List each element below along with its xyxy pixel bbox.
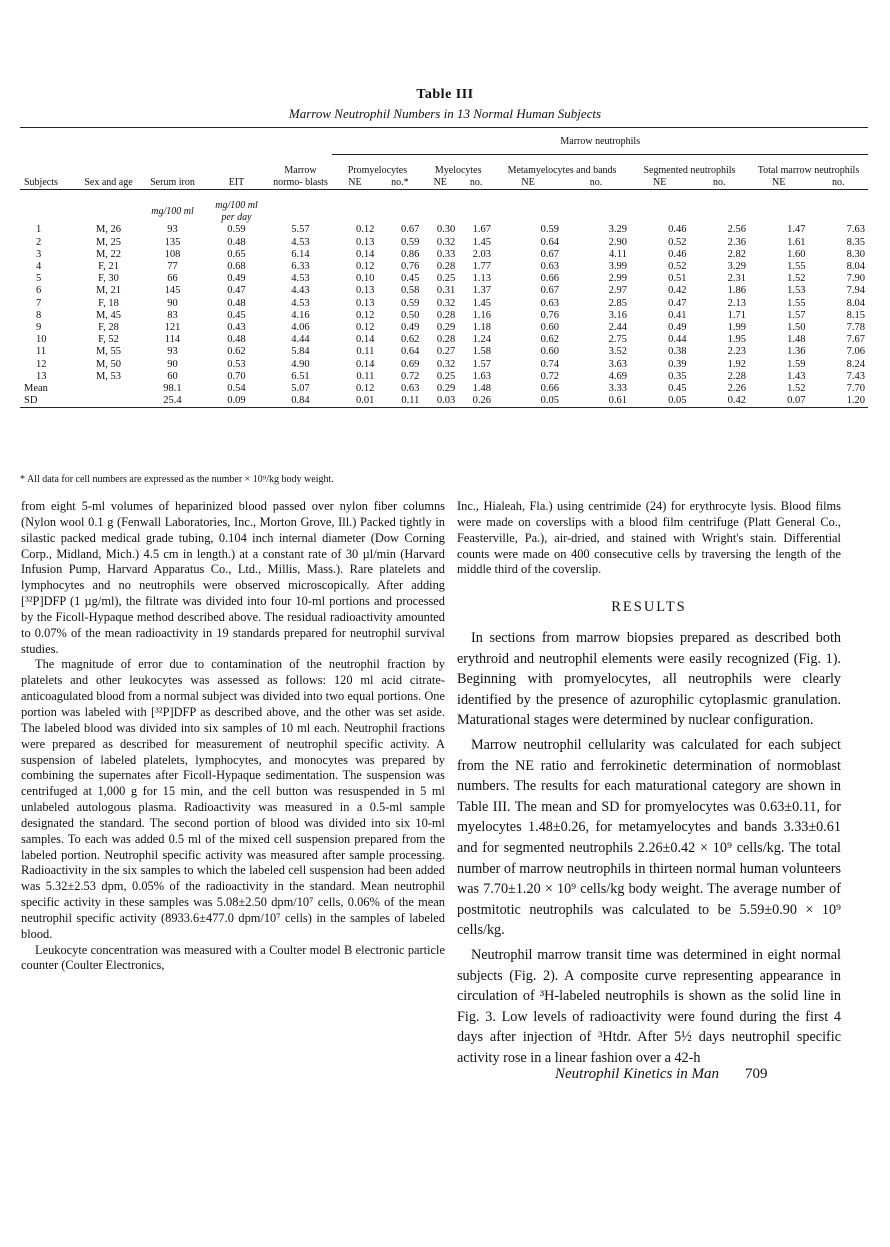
table-cell: 90 [167, 358, 178, 370]
table-cell: 1.24 [472, 334, 492, 346]
sub-no: no. [712, 177, 726, 188]
table-cell: 2.75 [608, 334, 627, 346]
table-cell: 1.95 [727, 334, 746, 346]
sub-no: no. [589, 177, 603, 188]
table-cell: 1.57 [472, 358, 492, 370]
table-cell: F, 18 [98, 297, 119, 309]
table-cell: 1.48 [472, 383, 492, 395]
paragraph: The magnitude of error due to contamination of the neutrophil fraction by platelets and other leukocytes was assessed as follows: 120 ml acid citrate-anticoagulated blood from a normal subject was divided into two equal portions. One portion was labeled with [³²P]DFP as described above, and the other was set aside. The labeled blood was divided into six samples of 10 ml each. Neutrophil fractions were prepared as described for measurement of neutrophil specific activity. A suspension of labeled platelets, lymphocytes, and monocytes was prepared by combining the supernates after Ficoll-Hypaque sedimentation. The suspension was centrifuged at 1,000 g for 15 min, and the cell button was resuspended in 5 ml unlabeled autologous plasma. Radioactivity was measured in a 0.5-ml sample designated the standard. The second portion of blood was divided into six 10-ml samples. To each was added 0.5 ml of the mixed cell suspension prepared from the labeled portion. Neutrophil specific activity was measured after sample processing. Radioactivity in the six samples to which the labeled cell suspension had been added was 5.32±2.53 dpm, 0.05% of the radioactivity in the standard. Mean neutrophil specific activity in these samples was 5.08±2.50 dpm/10⁷ cells, 0.06% of the mean neutrophil specific activity (8933.6±477.0 dpm/10⁷ cells) in the samples of labeled blood. [21, 657, 445, 941]
table-cell: 0.25 [436, 273, 456, 285]
table-row [20, 310, 868, 322]
table-cell: 1.92 [727, 358, 746, 370]
paragraph: In sections from marrow biopsies prepared as described both erythroid and neutrophil elements were easily recognized (Fig. 1). Beginning with promyelocytes, all neutrophils were clearly identified by the presence of azurophilic cytoplasmic granulation. Maturational stages were determined by nuclear configuration. [457, 630, 841, 729]
col-subjects: Subjects [24, 177, 58, 188]
table-cell: 2.13 [727, 297, 746, 309]
table-cell: 8.04 [846, 261, 865, 273]
table-cell: M, 21 [95, 285, 122, 297]
table-cell: 0.59 [400, 236, 420, 248]
table-cell: 0.32 [436, 358, 456, 370]
table-cell: 8.15 [846, 309, 865, 321]
table-cell: F, 30 [98, 273, 119, 285]
table-cell: 0.35 [668, 370, 687, 382]
table-cell: 10 [36, 334, 47, 346]
table-cell: 0.59 [540, 224, 560, 236]
table-cell: 0.84 [291, 395, 310, 407]
table-cell: 0.41 [668, 309, 687, 321]
table-row [20, 224, 868, 236]
paragraph: Marrow neutrophil cellularity was calculated for each subject from the NE ratio and ferrokinetic determination of normoblast numbers. The results for each maturational category are shown in Table III. The mean and SD for promyelocytes was 0.63±0.11, for myelocytes 1.48±0.26, for metamyelocytes and bands 3.33±0.61 and for segmented neutrophils 2.26±0.42 × 10⁹ cells/kg. The total number of marrow neutrophils in thirteen normal human volunteers was 7.70±1.20 × 10⁹ cells/kg body weight. The average number of postmitotic neutrophils was calculated to be 5.59±0.90 × 10⁹ cells/kg. [457, 737, 841, 939]
table-cell: 8.04 [846, 297, 865, 309]
sub-ne: NE [348, 177, 362, 188]
table-cell: 0.45 [668, 383, 687, 395]
table-cell: 4.06 [291, 322, 310, 334]
table-cell: 0.64 [400, 346, 420, 358]
table-cell: 0.39 [668, 358, 687, 370]
table-cell: 5 [36, 273, 42, 285]
table-cell: 1.45 [472, 236, 492, 248]
table-cell: 0.12 [356, 224, 375, 236]
table-row [20, 261, 868, 273]
table-cell: 0.32 [436, 236, 456, 248]
table-cell: 0.67 [540, 248, 560, 260]
table-cell: 0.28 [436, 334, 456, 346]
table-cell: 0.58 [400, 285, 420, 297]
table-cell: 0.45 [400, 273, 420, 285]
table-cell: 98.1 [163, 383, 182, 395]
table-cell: 0.25 [436, 370, 456, 382]
table-cell: 0.44 [668, 334, 687, 346]
table-cell: 0.11 [401, 395, 420, 407]
table-cell: 0.60 [540, 346, 560, 358]
table-cell: 83 [167, 309, 178, 321]
table-cell: 1.99 [727, 322, 746, 334]
table-cell: 1.43 [787, 370, 806, 382]
table-body [20, 190, 868, 408]
right-column [457, 499, 841, 1069]
table-cell: 0.12 [356, 322, 375, 334]
table-cell: 0.59 [400, 297, 420, 309]
table-cell: 8.30 [846, 248, 865, 260]
table-cell: 4.53 [291, 236, 310, 248]
col-metamyelocytes: Metamyelocytes and bands [507, 165, 617, 176]
table-cell: 3.63 [608, 358, 627, 370]
table-cell: 0.42 [668, 285, 687, 297]
table-cell: 1.57 [787, 309, 806, 321]
table-cell: 6.33 [291, 261, 310, 273]
sd-row [20, 395, 868, 408]
table-cell: 0.09 [227, 395, 246, 407]
table-cell: 0.10 [356, 273, 375, 285]
table-cell: 9 [36, 322, 42, 334]
table-cell: 1.55 [787, 261, 806, 273]
table-cell: 0.03 [436, 395, 456, 407]
table-cell: 0.74 [540, 358, 560, 370]
table-cell: 0.05 [540, 395, 560, 407]
table-row [20, 285, 868, 297]
table-cell: 5.07 [291, 383, 310, 395]
table-cell: 2.26 [727, 383, 746, 395]
table-cell: 0.53 [227, 358, 246, 370]
table-cell: 7 [36, 297, 42, 309]
table-cell: 0.12 [356, 383, 375, 395]
table-cell: 77 [167, 261, 178, 273]
table-cell: 0.28 [436, 309, 456, 321]
table-cell: 0.67 [540, 285, 560, 297]
table-cell: 145 [164, 285, 181, 297]
table-cell: 3.29 [727, 261, 746, 273]
table-cell: 1.20 [846, 395, 865, 407]
table-cell: 0.62 [227, 346, 246, 358]
table-cell: 0.26 [472, 395, 492, 407]
table-cell: 0.05 [668, 395, 687, 407]
table-cell: 1.16 [472, 309, 492, 321]
col-total: Total marrow neutrophils [757, 165, 860, 176]
table-cell: 7.70 [846, 383, 865, 395]
unit-eit: mg/100 ml per day [215, 200, 258, 224]
table-cell: 0.11 [356, 346, 375, 358]
table-cell: 5.84 [291, 346, 310, 358]
table-cell: 1.77 [472, 261, 492, 273]
marrow-neutrophil-table [20, 127, 868, 408]
table-row [20, 322, 868, 334]
table-cell: 0.14 [356, 334, 375, 346]
table-cell: 1.58 [472, 346, 492, 358]
table-cell: 5.57 [291, 224, 310, 236]
table-cell: 4.53 [291, 297, 310, 309]
sub-no: no. [469, 177, 483, 188]
table-cell: 2.31 [727, 273, 746, 285]
table-cell: 66 [167, 273, 178, 285]
table-cell: 0.01 [356, 395, 375, 407]
table-cell: M, 26 [95, 224, 122, 236]
table-cell: 0.48 [227, 236, 246, 248]
table-cell: 0.54 [227, 383, 246, 395]
table-cell: 2.97 [608, 285, 627, 297]
page-number: 709 [745, 1066, 768, 1082]
table-cell: 1.59 [787, 358, 806, 370]
table-cell: 0.46 [668, 248, 687, 260]
paragraph: Inc., Hialeah, Fla.) using centrimide (24) for erythrocyte lysis. Blood films were made on coverslips with a blood film centrifuge (Platt General Co., Feasterville, Pa.), air-dried, and stained with Wright's stain. Differential counts were made on 400 consecutive cells by traversing the length of the middle third of the coverslip. [457, 499, 841, 577]
table-cell: 0.59 [227, 224, 246, 236]
table-cell: 0.62 [400, 334, 420, 346]
table-cell: 2.23 [727, 346, 746, 358]
mean-row [20, 383, 868, 395]
table-row [20, 359, 868, 371]
table-cell: 2.82 [727, 248, 746, 260]
table-cell: 0.69 [400, 358, 420, 370]
table-cell: 8.35 [846, 236, 865, 248]
table-cell: 2.56 [727, 224, 746, 236]
table-cell: 7.90 [846, 273, 865, 285]
table-cell: M, 53 [95, 370, 122, 382]
table-cell: 0.62 [540, 334, 560, 346]
table-cell: 0.28 [436, 261, 456, 273]
table-row [20, 237, 868, 249]
table-cell: 135 [164, 236, 181, 248]
table-cell: Mean [24, 383, 48, 395]
table-cell: 0.07 [787, 395, 806, 407]
unit-serum-iron: mg/100 ml [151, 206, 194, 218]
table-row [20, 346, 868, 358]
table-cell: 2.99 [608, 273, 627, 285]
table-cell: 0.33 [436, 248, 456, 260]
table-cell: 0.48 [227, 334, 246, 346]
table-cell: 7.67 [846, 334, 865, 346]
col-eit: EIT [228, 177, 245, 188]
col-marrow-normoblasts: Marrow normo- blasts [273, 165, 328, 188]
table-cell: 6.51 [291, 370, 310, 382]
table-row [20, 334, 868, 346]
table-row [20, 273, 868, 285]
table-cell: 0.46 [668, 224, 687, 236]
table-cell: 0.63 [400, 383, 420, 395]
sub-no: no.* [391, 177, 409, 188]
table-cell: 0.49 [668, 322, 687, 334]
table-cell: 0.61 [608, 395, 627, 407]
table-cell: 0.14 [356, 358, 375, 370]
table-cell: 0.70 [227, 370, 246, 382]
table-cell: 2.03 [472, 248, 492, 260]
table-cell: 12 [36, 358, 47, 370]
table-cell: 1.37 [472, 285, 492, 297]
table-cell: 7.78 [846, 322, 865, 334]
table-cell: 93 [167, 224, 178, 236]
running-title: Neutrophil Kinetics in Man [555, 1066, 720, 1082]
table-cell: 8 [36, 309, 42, 321]
table-cell: 0.60 [540, 322, 560, 334]
table-footnote: * All data for cell numbers are expressed as the number × 10⁹/kg body weight. [20, 474, 334, 485]
table-cell: 11 [36, 346, 47, 358]
table-cell: 7.43 [846, 370, 865, 382]
table-cell: 4.44 [291, 334, 310, 346]
table-cell: 60 [167, 370, 178, 382]
table-cell: 0.52 [668, 261, 687, 273]
table-cell: 0.29 [436, 322, 456, 334]
table-cell: 3.52 [608, 346, 627, 358]
table-cell: 1.52 [787, 273, 806, 285]
table-cell: 1.63 [472, 370, 492, 382]
table-cell: 0.51 [668, 273, 687, 285]
table-cell: 108 [164, 248, 181, 260]
table-cell: 7.63 [846, 224, 865, 236]
table-cell: 4.16 [291, 309, 310, 321]
table-cell: SD [24, 395, 38, 407]
table-cell: 0.32 [436, 297, 456, 309]
table-cell: 1.67 [472, 224, 492, 236]
table-cell: 0.67 [400, 224, 420, 236]
table-cell: 0.64 [540, 236, 560, 248]
table-cell: 2.44 [608, 322, 627, 334]
table-cell: 2.90 [608, 236, 627, 248]
table-cell: M, 22 [95, 248, 122, 260]
table-cell: 7.06 [846, 346, 865, 358]
table-cell: 0.13 [356, 236, 375, 248]
section-heading-results: RESULTS [611, 599, 687, 616]
table-cell: 0.49 [400, 322, 420, 334]
table-cell: 1.53 [787, 285, 806, 297]
sub-ne: NE [521, 177, 535, 188]
table-cell: 0.72 [400, 370, 420, 382]
table-cell: 4.53 [291, 273, 310, 285]
table-label: Table III [416, 87, 474, 102]
table-cell: 2.85 [608, 297, 627, 309]
table-cell: 1.47 [787, 224, 806, 236]
table-cell: 0.27 [436, 346, 456, 358]
table-cell: 0.48 [227, 297, 246, 309]
table-cell: 0.38 [668, 346, 687, 358]
table-row [20, 298, 868, 310]
sub-ne: NE [433, 177, 447, 188]
table-cell: 8.24 [846, 358, 865, 370]
table-cell: 0.14 [356, 248, 375, 260]
table-cell [76, 395, 140, 408]
table-cell: 0.43 [227, 322, 246, 334]
sub-ne: NE [772, 177, 786, 188]
table-cell: 0.65 [227, 248, 246, 260]
table-cell: 0.52 [668, 236, 687, 248]
col-segmented: Segmented neutrophils [643, 165, 736, 176]
table-cell: 1.71 [727, 309, 746, 321]
table-cell: 121 [164, 322, 181, 334]
table-cell: 0.72 [540, 370, 560, 382]
table-cell: 0.76 [400, 261, 420, 273]
sub-ne: NE [653, 177, 667, 188]
table-caption: Marrow Neutrophil Numbers in 13 Normal Human Subjects [288, 106, 602, 121]
table-cell: 0.66 [540, 383, 560, 395]
table-cell: 1 [36, 224, 42, 236]
table-cell: 90 [167, 297, 178, 309]
table-cell: 4.11 [608, 248, 627, 260]
table-cell: 4.90 [291, 358, 310, 370]
table-cell: 0.12 [356, 261, 375, 273]
table-cell: F, 21 [98, 261, 119, 273]
paragraph: Neutrophil marrow transit time was determined in eight normal subjects (Fig. 2). A composite curve representing appearance in circulation of ³H-labeled neutrophils is shown as the solid line in Fig. 3. Low levels of radioactivity were found during the first 4 days after injection of ³Htdr. After 5½ days neutrophil specific activity rose in a linear fashion over a 42-h [457, 946, 841, 1066]
table-cell: 93 [167, 346, 178, 358]
table-cell: 3.99 [608, 261, 627, 273]
table-cell: 0.49 [227, 273, 246, 285]
table-cell: M, 45 [95, 309, 122, 321]
table-cell: 0.50 [400, 309, 420, 321]
table-cell: 0.11 [356, 370, 375, 382]
table-cell: 0.68 [227, 261, 246, 273]
table-cell: 3 [36, 248, 42, 260]
table-cell: 1.36 [787, 346, 806, 358]
paragraph: Leukocyte concentration was measured with a Coulter model B electronic particle counter (Coulter Electronics, [21, 942, 445, 973]
table-title-block [0, 87, 890, 122]
table-cell: 0.12 [356, 309, 375, 321]
table-cell: 0.45 [227, 309, 246, 321]
table-cell: 114 [164, 334, 181, 346]
table-cell: 7.94 [846, 285, 865, 297]
table-cell: 3.33 [608, 383, 627, 395]
table-row [20, 249, 868, 261]
table-cell: 4.43 [291, 285, 310, 297]
table-cell: 6.14 [291, 248, 310, 260]
table-cell: 1.18 [472, 322, 492, 334]
table-cell: 2 [36, 236, 42, 248]
table-cell: 0.30 [436, 224, 456, 236]
table-cell: 4 [36, 261, 42, 273]
table-cell: 0.63 [540, 297, 560, 309]
table-cell: 1.55 [787, 297, 806, 309]
table-cell: 1.50 [787, 322, 806, 334]
table-cell: 0.47 [227, 285, 246, 297]
table-cell: 0.29 [436, 383, 456, 395]
table-cell: 0.63 [540, 261, 560, 273]
table-cell: 0.86 [400, 248, 420, 260]
page-footer [555, 1066, 845, 1083]
table-cell: 0.66 [540, 273, 560, 285]
table-cell: 1.60 [787, 248, 806, 260]
table-cell: F, 28 [98, 322, 119, 334]
table-cell: 2.28 [727, 370, 746, 382]
col-myelocytes: Myelocytes [434, 165, 482, 176]
sub-no: no. [831, 177, 845, 188]
table-cell: 1.61 [787, 236, 806, 248]
col-serum-iron: Serum iron [150, 177, 195, 188]
table-cell: 1.13 [472, 273, 492, 285]
col-sex-age: Sex and age [84, 177, 133, 188]
table-cell: 3.16 [608, 309, 627, 321]
left-column [21, 499, 445, 974]
table-cell: 0.13 [356, 285, 375, 297]
group-header: Marrow neutrophils [332, 128, 868, 155]
table-cell: 0.42 [727, 395, 746, 407]
table-cell: F, 52 [98, 334, 119, 346]
table-cell: 1.48 [787, 334, 806, 346]
table-cell: 25.4 [163, 395, 182, 407]
table-cell: 0.13 [356, 297, 375, 309]
table-cell: 4.69 [608, 370, 627, 382]
table-cell: 13 [36, 370, 47, 382]
table-cell: M, 25 [95, 236, 122, 248]
table-cell: 6 [36, 285, 42, 297]
table-cell [76, 383, 140, 395]
table-cell: 2.36 [727, 236, 746, 248]
table-cell: 1.52 [787, 383, 806, 395]
table-cell: M, 55 [95, 346, 122, 358]
col-promyelocytes: Promyelocytes [347, 165, 408, 176]
table-cell: 3.29 [608, 224, 627, 236]
paragraph: from eight 5-ml volumes of heparinized blood passed over nylon fiber columns (Nylon wool 0.1 g (Fenwall Laboratories, Inc., Morton Grove, Ill.) Packed tightly in silastic packed medical grade tubing, 0.104 inch internal diameter (Dow Corning Corp., Midland, Mich.) 4.5 cm in length.) at a constant rate of 30 µl/min (Harvard Infusion Pump, Harvard Apparatus Co., Ltd., Millis, Mass.). Rare platelets and lymphocytes and no neutrophils were observed microscopically. After adding [³²P]DFP (1 µg/ml), the filtrate was divided into four 10-ml portions and processed by the Ficoll-Hypaque method described above. The residual radioactivity amounted to 0.07% of the mean radioactivity in 19 standards prepared for neutrophil survival studies. [21, 499, 445, 656]
table-cell: 1.86 [727, 285, 746, 297]
table-cell: 0.76 [540, 309, 560, 321]
table-row [20, 371, 868, 383]
table-cell: 1.45 [472, 297, 492, 309]
table-cell: 0.47 [668, 297, 687, 309]
table-cell: 0.31 [436, 285, 456, 297]
table-cell: M, 50 [95, 358, 122, 370]
